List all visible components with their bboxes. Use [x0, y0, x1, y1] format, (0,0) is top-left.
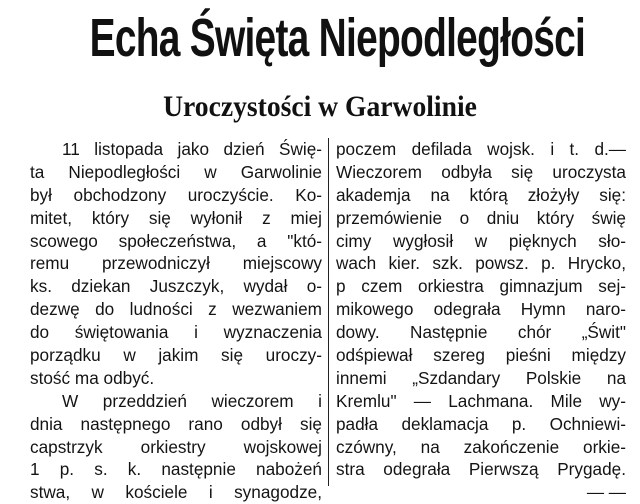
article-line: ta Niepodległości w Garwolinie: [30, 161, 322, 182]
article-line: przemówienie o dniu który świę: [336, 207, 626, 228]
article-column-left: [30, 138, 322, 504]
article-line: poczem defilada wojsk. i t. d.—: [336, 139, 626, 159]
subheadline: Uroczystości w Garwolinie: [163, 90, 477, 123]
article-line: stra odegrała Pierwszą Prygadę.: [336, 459, 626, 480]
article-line: wach kier. szk. powsz. p. Hrycko,: [336, 253, 626, 274]
article-line: odśpiewał szereg pieśni między: [336, 345, 626, 366]
article-column-right: [336, 138, 626, 504]
column-divider: [328, 138, 329, 486]
article-line: mikowego odegrała Hymn naro-: [336, 299, 626, 320]
article-line: cimy wygłosił w pięknych sło-: [336, 230, 626, 251]
article-line: innemi „Szdandary Polskie na: [336, 367, 626, 388]
article-line: stość ma odbyć.: [30, 367, 155, 388]
article-line: W przeddzień wieczorem i: [62, 390, 322, 411]
article-line: porządku w jakim się uroczy-: [30, 345, 322, 366]
article-line: padła deklamacja p. Ochniewi-: [336, 413, 626, 434]
article-line: p czem orkiestra gimnazjum sej-: [336, 276, 626, 297]
article-line: 11 listopada jako dzień Świę-: [62, 139, 322, 159]
article-line: Kremlu" — Lachmana. Mile wy-: [336, 390, 626, 411]
article-line: stwa, w kościele i synagodze,: [30, 482, 322, 503]
article-line: dezwę do ludności z wezwaniem: [30, 299, 322, 320]
article-line: akademja na którą złożyły się:: [336, 184, 626, 205]
article-line: remu przewodniczył miejscowy: [30, 253, 322, 274]
article-line: mitet, który się wyłonił z miej: [30, 207, 322, 228]
article-line: do świętowania i wyznaczenia: [30, 322, 322, 343]
article-line: był obchodzony uroczyście. Ko-: [30, 184, 322, 205]
article-end-mark: — —: [586, 482, 626, 503]
article-line: czówny, na zakończenie orkie-: [336, 436, 626, 457]
article-line: scowego społeczeństwa, a "któ-: [30, 230, 322, 251]
article-line: ks. dziekan Juszczyk, wydał o-: [30, 276, 322, 297]
article-line: 1 p. s. k. następnie nabożeń: [30, 459, 322, 480]
article-line: capstrzyk orkiestry wojskowej: [30, 436, 322, 457]
headline: Echa Święta Niepodległości: [89, 8, 586, 68]
article-line: Wieczorem odbyła się uroczysta: [336, 161, 626, 182]
article-line: dowy. Następnie chór „Świt": [336, 322, 626, 343]
article-line: dnia następnego rano odbył się: [30, 413, 322, 434]
